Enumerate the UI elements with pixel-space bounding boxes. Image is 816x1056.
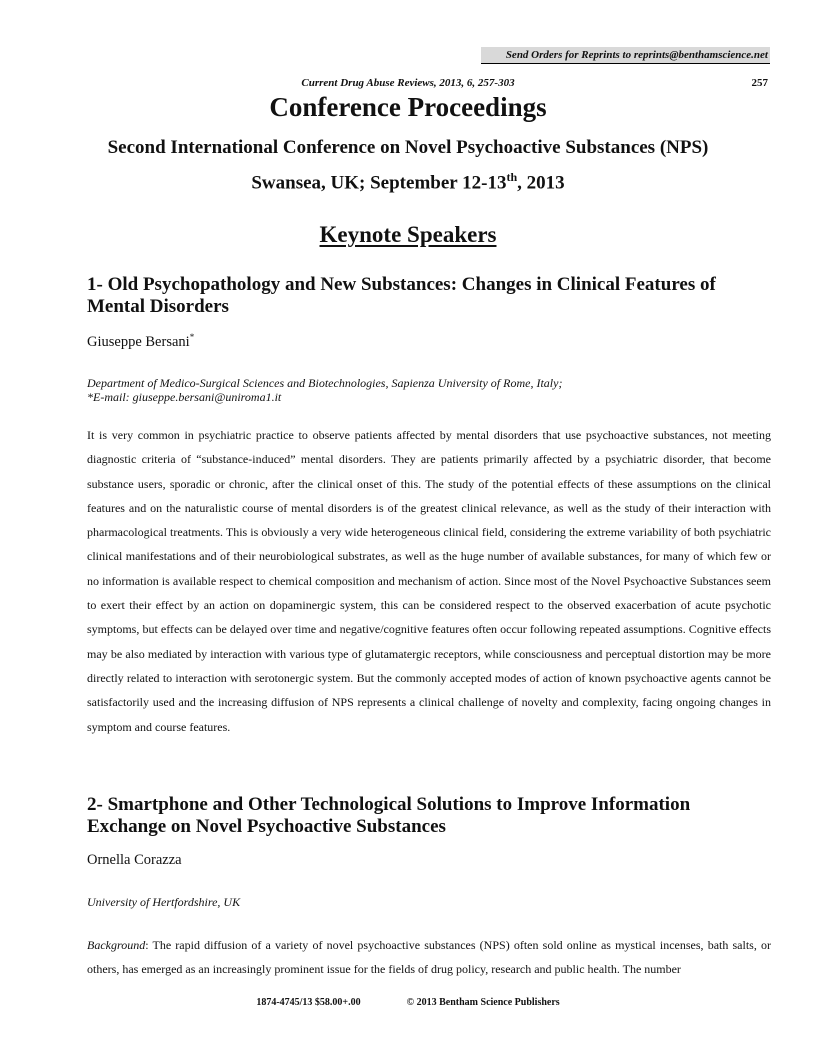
abstract-text: : The rapid diffusion of a variety of novel psychoactive substances (NPS) often sold online as mystical incenses, bath salts, or others, has emerged as an increasingly prominent issue for the fields of drug policy, research and public health. The number (87, 938, 771, 977)
conference-title: Conference Proceedings (269, 92, 547, 122)
keynote-heading: Keynote Speakers (319, 222, 497, 247)
location-prefix: Swansea, UK; September 12-13 (251, 172, 507, 194)
article-2-abstract (87, 933, 771, 982)
article-1-title: 1- Old Psychopathology and New Substances: Changes in Clinical Features of Mental Disorders (87, 274, 716, 317)
issn-price: 1874-4745/13 $58.00+.00 (256, 997, 361, 1008)
conference-subtitle: Second International Conference on Novel Psychoactive Substances (NPS) (107, 137, 709, 158)
article-2-title: 2- Smartphone and Other Technological Solutions to Improve Information Exchange on Novel Psychoactive Substances (87, 794, 691, 837)
author-name: Giuseppe Bersani (87, 333, 190, 350)
article-1-author (87, 332, 194, 351)
email-line[interactable]: *E-mail: giuseppe.bersani@uniroma1.it (87, 390, 282, 404)
page-footer (0, 997, 816, 1008)
page-number: 257 (751, 77, 768, 89)
article-1-abstract: It is very common in psychiatric practice to observe patients affected by mental disorders that use psychoactive substances, not meeting diagnostic criteria of “substance-induced” mental disorders. They are patients primarily affected by a psychiatric disorder, that become substance users, sporadic or chronic, after the clinical onset of this. The study of the potential effects of these assumptions on the clinical features and on the naturalistic course of mental disorders is of the greatest clinical relevance, as well as the study of their interaction with pharmacological treatments. This is obviously a very wide heterogeneous clinical field, considering the extreme variability of both psychiatric clinical manifestations and of their neurobiological substrates, as well as the huge number of available substances, for many of which few or no information is available respect to chemical composition and mechanism of action. Since most of the Novel Psychoactive Substances seem to exert their effect by an action on dopaminergic system, this can be considered respect to the observed exacerbation of acute psychotic symptoms, but effects can be delayed over time and negative/cognitive features often occur following repeated assumptions. Cognitive effects may be also mediated by interaction with various type of glutamatergic receptors, while consciousness and perceptual distortion may be more directly related to interaction with serotonergic system. But the commonly accepted modes of action of known psychoactive agents cannot be satisfactorily used and the increasing diffusion of NPS represents a clinical challenge of novelty and complexity, facing ongoing changes in symptom and course features. (87, 428, 771, 734)
affiliation-line: Department of Medico-Surgical Sciences and Biotechnologies, Sapienza University of Rome, Italy; (87, 376, 563, 390)
article-1-affiliation (87, 376, 771, 404)
location-suffix: , 2013 (517, 172, 565, 194)
reprint-notice[interactable]: Send Orders for Reprints to reprints@benthamscience.net (481, 47, 770, 64)
background-label: Background (87, 938, 146, 952)
article-2-affiliation: University of Hertfordshire, UK (87, 895, 241, 909)
article-2-author: Ornella Corazza (87, 852, 182, 868)
copyright: © 2013 Bentham Science Publishers (406, 997, 560, 1008)
location-superscript: th (506, 170, 518, 184)
conference-location (0, 170, 816, 194)
journal-citation: Current Drug Abuse Reviews, 2013, 6, 257-303 (301, 77, 515, 89)
author-mark: * (189, 332, 195, 342)
